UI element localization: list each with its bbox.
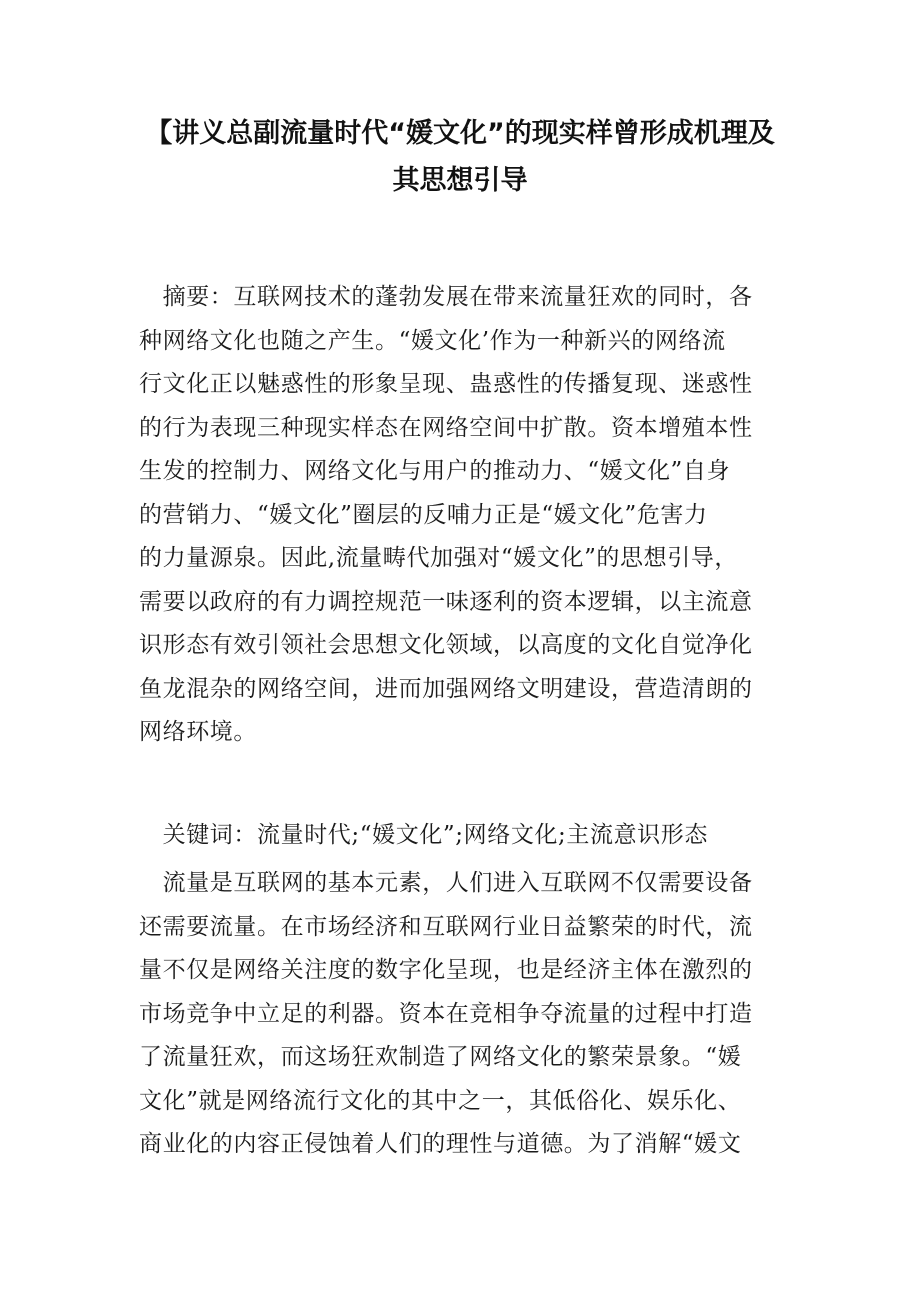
abstract-line: 网络环境。 bbox=[139, 719, 257, 745]
abstract-line: 鱼龙混杂的网络空间，进而加强网络文明建设，营造清朗的 bbox=[139, 675, 753, 702]
abstract-line: 行文化正以魅惑性的形象呈现、蛊惑性的传播复现、迷惑性 bbox=[139, 371, 753, 397]
abstract-paragraph bbox=[139, 276, 790, 755]
document-title-line-1: 【讲义总副流量时代“媛文化”的现实样曾形成机理及 bbox=[145, 118, 775, 149]
abstract-line: 的力量源泉。因此,流量畴代加强对“媛文化”的思想引导， bbox=[139, 545, 739, 571]
abstract-line: 的营销力、“媛文化”圈层的反哺力正是“媛文化”危害力 bbox=[139, 501, 708, 528]
abstract-line: 种网络文化也随之产生。“媛文化’作为一种新兴的网络流 bbox=[139, 327, 726, 354]
abstract-line: 生发的控制力、网络文化与用户的推动力、“媛文化”自身 bbox=[139, 458, 731, 484]
body-line: 文化”就是网络流行文化的其中之一，其低俗化、娱乐化、 bbox=[139, 1087, 742, 1114]
body-line: 市场竞争中立足的利器。资本在竞相争夺流量的过程中打造 bbox=[139, 1000, 753, 1027]
body-line: 还需要流量。在市场经济和互联网行业日益繁荣的时代，流 bbox=[139, 913, 753, 940]
abstract-line: 的行为表现三种现实样态在网络空间中扩散。资本增殖本性 bbox=[139, 414, 753, 441]
abstract-line: 需要以政府的有力调控规范一味逐利的资本逻辑，以主流意 bbox=[139, 588, 753, 615]
body-paragraph bbox=[139, 862, 790, 1167]
body-line: 流量是互联网的基本元素，人们进入互联网不仅需要设备 bbox=[139, 870, 753, 896]
abstract-line: 摘要：互联网技术的蓬勃发展在带来流量狂欢的同时，各 bbox=[139, 284, 753, 310]
document-title-line-2: 其思想引导 bbox=[392, 165, 528, 196]
abstract-line: 识形态有效引领社会思想文化领域，以高度的文化自觉净化 bbox=[139, 632, 753, 658]
body-line: 了流量狂欢，而这场狂欢制造了网络文化的繁荣景象。“媛 bbox=[139, 1044, 742, 1070]
body-line: 量不仅是网络关注度的数字化呈现，也是经济主体在激烈的 bbox=[139, 957, 753, 983]
keywords-paragraph bbox=[139, 814, 790, 858]
body-line: 商业化的内容正侵蚀着人们的理性与道德。为了消解“媛文 bbox=[139, 1131, 742, 1157]
keywords-line: 关键词：流量时代;“媛文化”;网络文化;主流意识形态 bbox=[139, 822, 708, 848]
